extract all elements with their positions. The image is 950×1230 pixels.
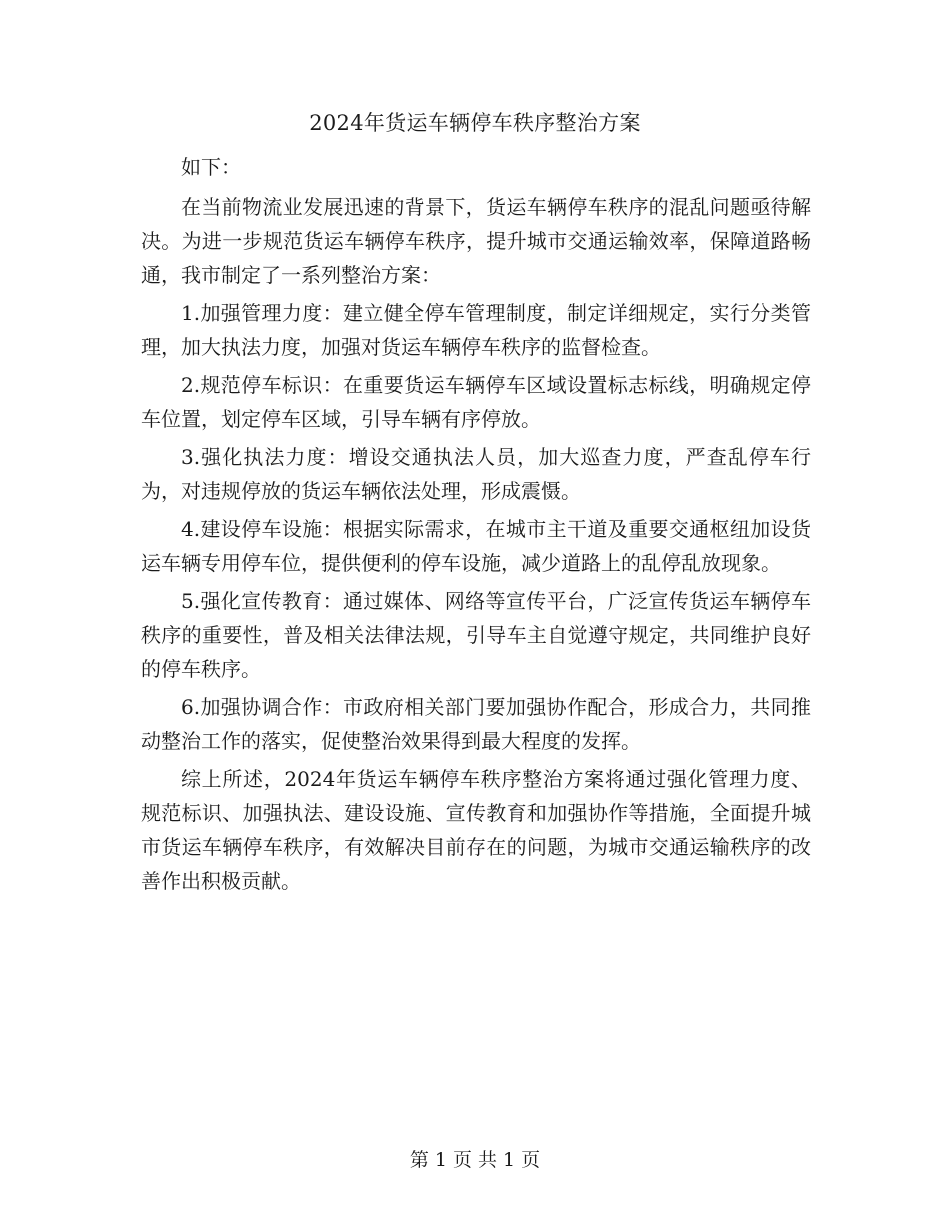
paragraph-item-1: 1.加强管理力度：建立健全停车管理制度，制定详细规定，实行分类管理，加大执法力度，加强对货运车辆停车秩序的监督检查。: [141, 301, 811, 359]
document-body: [141, 150, 811, 902]
page-footer: 第 1 页 共 1 页: [409, 1149, 541, 1171]
paragraph-item-2: 2.规范停车标识：在重要货运车辆停车区域设置标志标线，明确规定停车位置，划定停车区域，引导车辆有序停放。: [141, 373, 811, 431]
paragraph-conclusion: 综上所述，2024年货运车辆停车秩序整治方案将通过强化管理力度、规范标识、加强执法、建设设施、宣传教育和加强协作等措施，全面提升城市货运车辆停车秩序，有效解决目前存在的问题，为城市交通运输秩序的改善作出积极贡献。: [141, 767, 811, 893]
paragraph-item-5: 5.强化宣传教育：通过媒体、网络等宣传平台，广泛宣传货运车辆停车秩序的重要性，普及相关法律法规，引导车主自觉遵守规定，共同维护良好的停车秩序。: [141, 589, 811, 681]
paragraph-item-3: 3.强化执法力度：增设交通执法人员，加大巡查力度，严查乱停车行为，对违规停放的货运车辆依法处理，形成震慑。: [141, 445, 811, 503]
intro-line: 如下：: [181, 155, 241, 179]
paragraph-item-4: 4.建设停车设施：根据实际需求，在城市主干道及重要交通枢纽加设货运车辆专用停车位，提供便利的停车设施，减少道路上的乱停乱放现象。: [141, 517, 811, 575]
document-title: 2024年货运车辆停车秩序整治方案: [309, 111, 641, 135]
paragraph-background: 在当前物流业发展迅速的背景下，货运车辆停车秩序的混乱问题亟待解决。为进一步规范货运车辆停车秩序，提升城市交通运输效率，保障道路畅通，我市制定了一系列整治方案：: [141, 195, 811, 287]
paragraph-item-6: 6.加强协调合作：市政府相关部门要加强协作配合，形成合力，共同推动整治工作的落实，促使整治效果得到最大程度的发挥。: [141, 695, 811, 753]
